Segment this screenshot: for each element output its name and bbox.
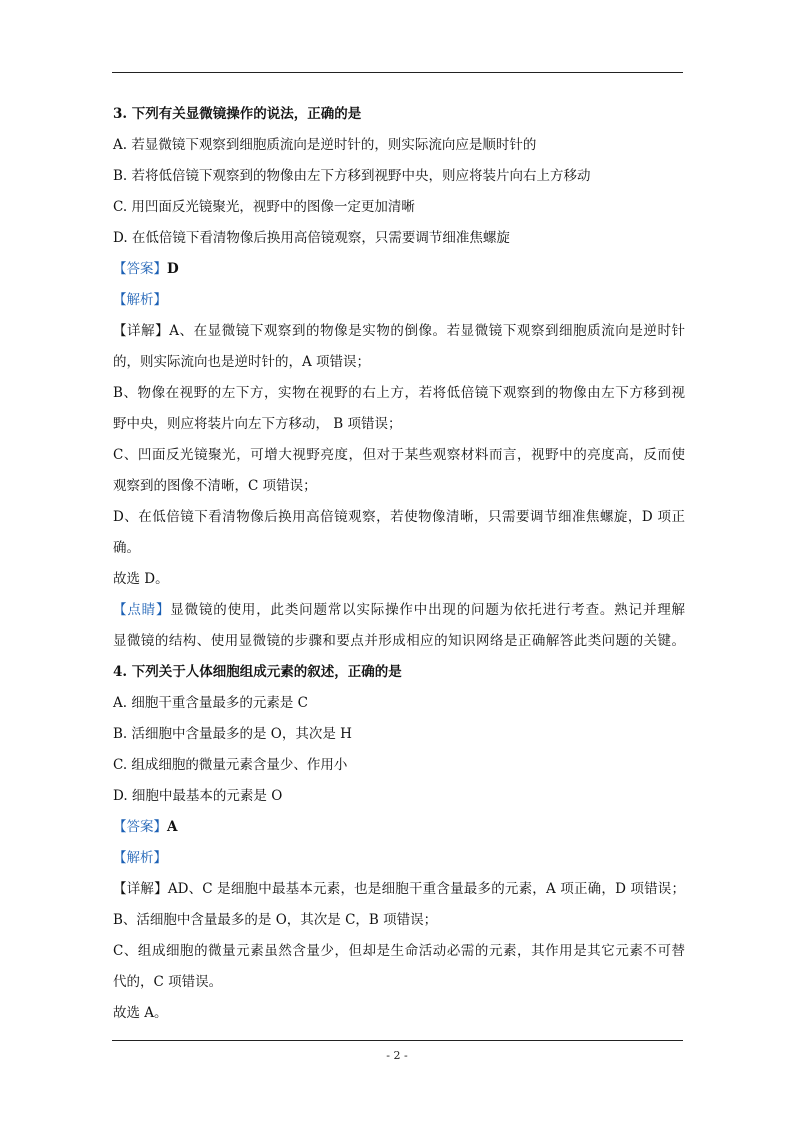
q3-detail-text-1: A、在显微镜下观察到的物像是实物的倒像。若显微镜下观察到细胞质流向是逆时针 — [169, 323, 686, 339]
page-number: - 2 - — [386, 1049, 408, 1062]
q3-comment-tag: 【点睛】 — [113, 602, 171, 618]
q4-detail-line-1 — [113, 879, 685, 899]
q3-option-a: A. 若显微镜下观察到细胞质流向是逆时针的，则实际流向应是顺时针的 — [113, 137, 537, 153]
q4-answer-line — [113, 817, 177, 837]
q3-comment-line-1 — [113, 600, 685, 620]
q3-analysis-tag: 【解析】 — [113, 292, 167, 308]
q4-detail-tag: 【详解】 — [113, 881, 168, 897]
q4-stem: 4. 下列关于人体细胞组成元素的叙述，正确的是 — [113, 664, 402, 680]
q3-option-d: D. 在低倍镜下看清物像后换用高倍镜观察，只需要调节细准焦螺旋 — [113, 230, 510, 246]
q4-option-a: A. 细胞干重含量最多的元素是 C — [113, 695, 308, 711]
q3-detail-line-6: 观察到的图像不清晰，C 项错误； — [113, 478, 317, 494]
q4-option-d: D. 细胞中最基本的元素是 O — [113, 788, 283, 804]
q3-comment-line-2: 显微镜的结构、使用显微镜的步骤和要点并形成相应的知识网络是正确解答此类问题的关键。 — [113, 633, 685, 649]
q3-detail-line-1 — [113, 321, 685, 341]
q3-answer-line — [113, 259, 179, 279]
q3-detail-line-2: 的，则实际流向也是逆时针的，A 项错误； — [113, 354, 371, 370]
q3-conclusion: 故选 D。 — [113, 571, 169, 587]
q3-detail-line-8: 确。 — [113, 540, 140, 556]
header-rule — [112, 72, 683, 73]
q4-detail-line-2: B、活细胞中含量最多的是 O，其次是 C，B 项错误； — [113, 912, 438, 928]
q4-answer-value: A — [167, 819, 178, 835]
q4-analysis-tag: 【解析】 — [113, 850, 167, 866]
q3-detail-line-5: C、凹面反光镜聚光，可增大视野亮度，但对于某些观察材料而言，视野中的亮度高，反而使 — [113, 447, 685, 463]
q3-answer-value: D — [167, 261, 179, 277]
q3-detail-line-3: B、物像在视野的左下方，实物在视野的右上方，若将低倍镜下观察到的物像由左下方移到视 — [113, 385, 685, 401]
q3-option-b: B. 若将低倍镜下观察到的物像由左下方移到视野中央，则应将装片向右上方移动 — [113, 168, 591, 184]
q4-conclusion: 故选 A。 — [113, 1005, 168, 1021]
q4-detail-line-4: 代的，C 项错误。 — [113, 974, 223, 990]
q3-answer-tag: 【答案】 — [113, 261, 167, 277]
q4-option-b: B. 活细胞中含量最多的是 O，其次是 H — [113, 726, 352, 742]
q3-detail-line-4: 野中央，则应将装片向左下方移动， B 项错误； — [113, 416, 402, 432]
footer-rule — [112, 1040, 683, 1041]
q3-detail-line-7: D、在低倍镜下看清物像后换用高倍镜观察，若使物像清晰，只需要调节细准焦螺旋，D 项正 — [113, 509, 685, 525]
q4-detail-line-3: C、组成细胞的微量元素虽然含量少，但却是生命活动必需的元素，其作用是其它元素不可替 — [113, 943, 685, 959]
q4-detail-text-1: AD、C 是细胞中最基本元素，也是细胞干重含量最多的元素，A 项正确，D 项错误； — [167, 881, 686, 897]
q4-answer-tag: 【答案】 — [113, 819, 167, 835]
q3-stem: 3. 下列有关显微镜操作的说法，正确的是 — [113, 106, 362, 122]
q3-option-c: C. 用凹面反光镜聚光，视野中的图像一定更加清晰 — [113, 199, 415, 215]
q4-option-c: C. 组成细胞的微量元素含量少、作用小 — [113, 757, 348, 773]
q3-comment-text-1: 显微镜的使用，此类问题常以实际操作中出现的问题为依托进行考查。熟记并理解 — [170, 602, 686, 618]
q3-detail-tag: 【详解】 — [113, 323, 170, 339]
